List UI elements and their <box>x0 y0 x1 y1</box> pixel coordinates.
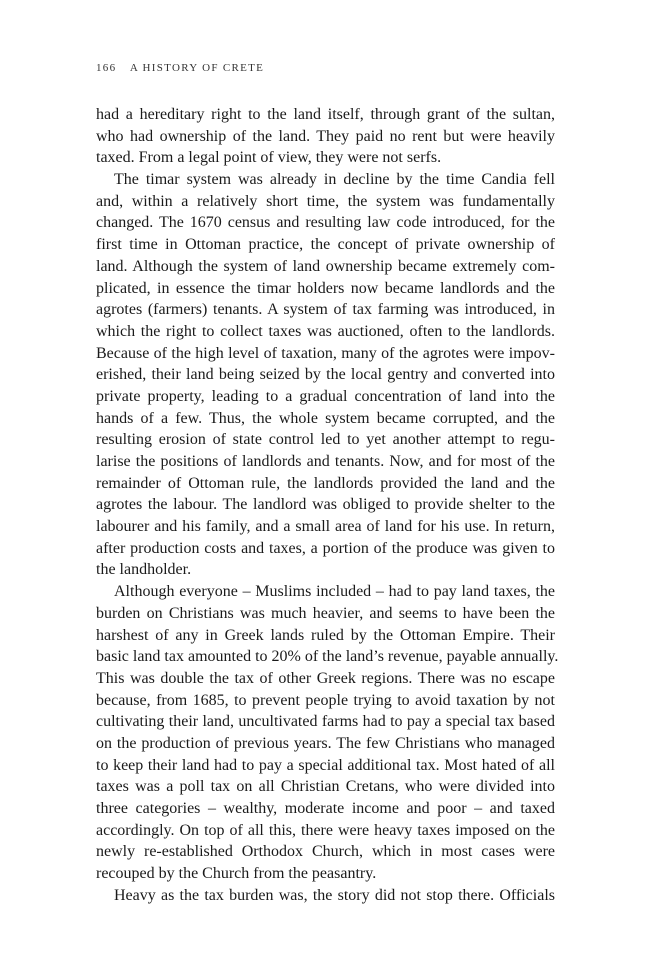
body-text <box>96 104 559 906</box>
text-line: because, from 1685, to prevent people trying to avoid taxation by not <box>96 691 555 709</box>
text-line: taxed. From a legal point of view, they were not serfs. <box>96 149 442 167</box>
text-line: newly re-established Orthodox Church, which in most cases were <box>96 843 555 861</box>
text-line: Heavy as the tax burden was, the story did not stop there. Officials <box>114 886 555 904</box>
text-line: basic land tax amounted to 20% of the land’s revenue, payable annually. <box>96 648 559 666</box>
text-line: agrotes (farmers) tenants. A system of tax farming was introduced, in <box>96 301 555 319</box>
text-line: changed. The 1670 census and resulting law code introduced, for the <box>96 214 555 232</box>
text-line: This was double the tax of other Greek regions. There was no escape <box>96 669 555 687</box>
text-line: land. Although the system of land ownership became extremely com- <box>96 257 555 275</box>
text-line: agrotes the labour. The landlord was obliged to provide shelter to the <box>96 496 555 514</box>
text-line: to keep their land had to pay a special additional tax. Most hated of all <box>96 756 555 774</box>
text-line: Although everyone – Muslims included – had to pay land taxes, the <box>114 583 555 601</box>
text-line: burden on Christians was much heavier, and seems to have been the <box>96 604 555 622</box>
text-line: larise the positions of landlords and tenants. Now, and for most of the <box>96 453 555 470</box>
text-line: the landholder. <box>96 561 192 579</box>
text-line: three categories – wealthy, moderate income and poor – and taxed <box>96 800 555 817</box>
text-line: cultivating their land, uncultivated farms had to pay a special tax based <box>96 713 555 731</box>
text-line: and, within a relatively short time, the system was fundamentally <box>96 192 555 210</box>
text-line: erished, their land being seized by the local gentry and converted into <box>96 366 555 384</box>
text-line: on the production of previous years. The few Christians who managed <box>96 734 555 752</box>
text-line: The timar system was already in decline by the time Candia fell <box>114 171 555 189</box>
text-line: remainder of Ottoman rule, the landlords provided the land and the <box>96 474 555 492</box>
text-line: Because of the high level of taxation, many of the agrotes were impov- <box>96 344 555 362</box>
page-number: 166 <box>96 62 117 74</box>
text-line: plicated, in essence the timar holders now became landlords and the <box>96 279 555 297</box>
text-line: accordingly. On top of all this, there were heavy taxes imposed on the <box>96 821 555 839</box>
text-line: hands of a few. Thus, the whole system became corrupted, and the <box>96 409 555 427</box>
text-line: which the right to collect taxes was auctioned, often to the landlords. <box>96 322 555 340</box>
text-line: who had ownership of the land. They paid no rent but were heavily <box>96 127 555 145</box>
text-line: after production costs and taxes, a portion of the produce was given to <box>96 539 555 557</box>
text-line: recouped by the Church from the peasantry. <box>96 865 377 883</box>
running-head-title: A HISTORY OF CRETE <box>129 62 265 74</box>
text-line: had a hereditary right to the land itself, through grant of the sultan, <box>96 106 555 123</box>
text-line: private property, leading to a gradual concentration of land into the <box>96 387 555 405</box>
text-line: harshest of any in Greek lands ruled by the Ottoman Empire. Their <box>96 626 555 644</box>
text-line: labourer and his family, and a small area of land for his use. In return, <box>96 518 555 536</box>
running-head <box>96 62 264 74</box>
text-line: first time in Ottoman practice, the concept of private ownership of <box>96 236 555 254</box>
text-line: taxes was a poll tax on all Christian Cretans, who were divided into <box>96 778 555 796</box>
text-line: resulting erosion of state control led to yet another attempt to regu- <box>96 431 555 449</box>
